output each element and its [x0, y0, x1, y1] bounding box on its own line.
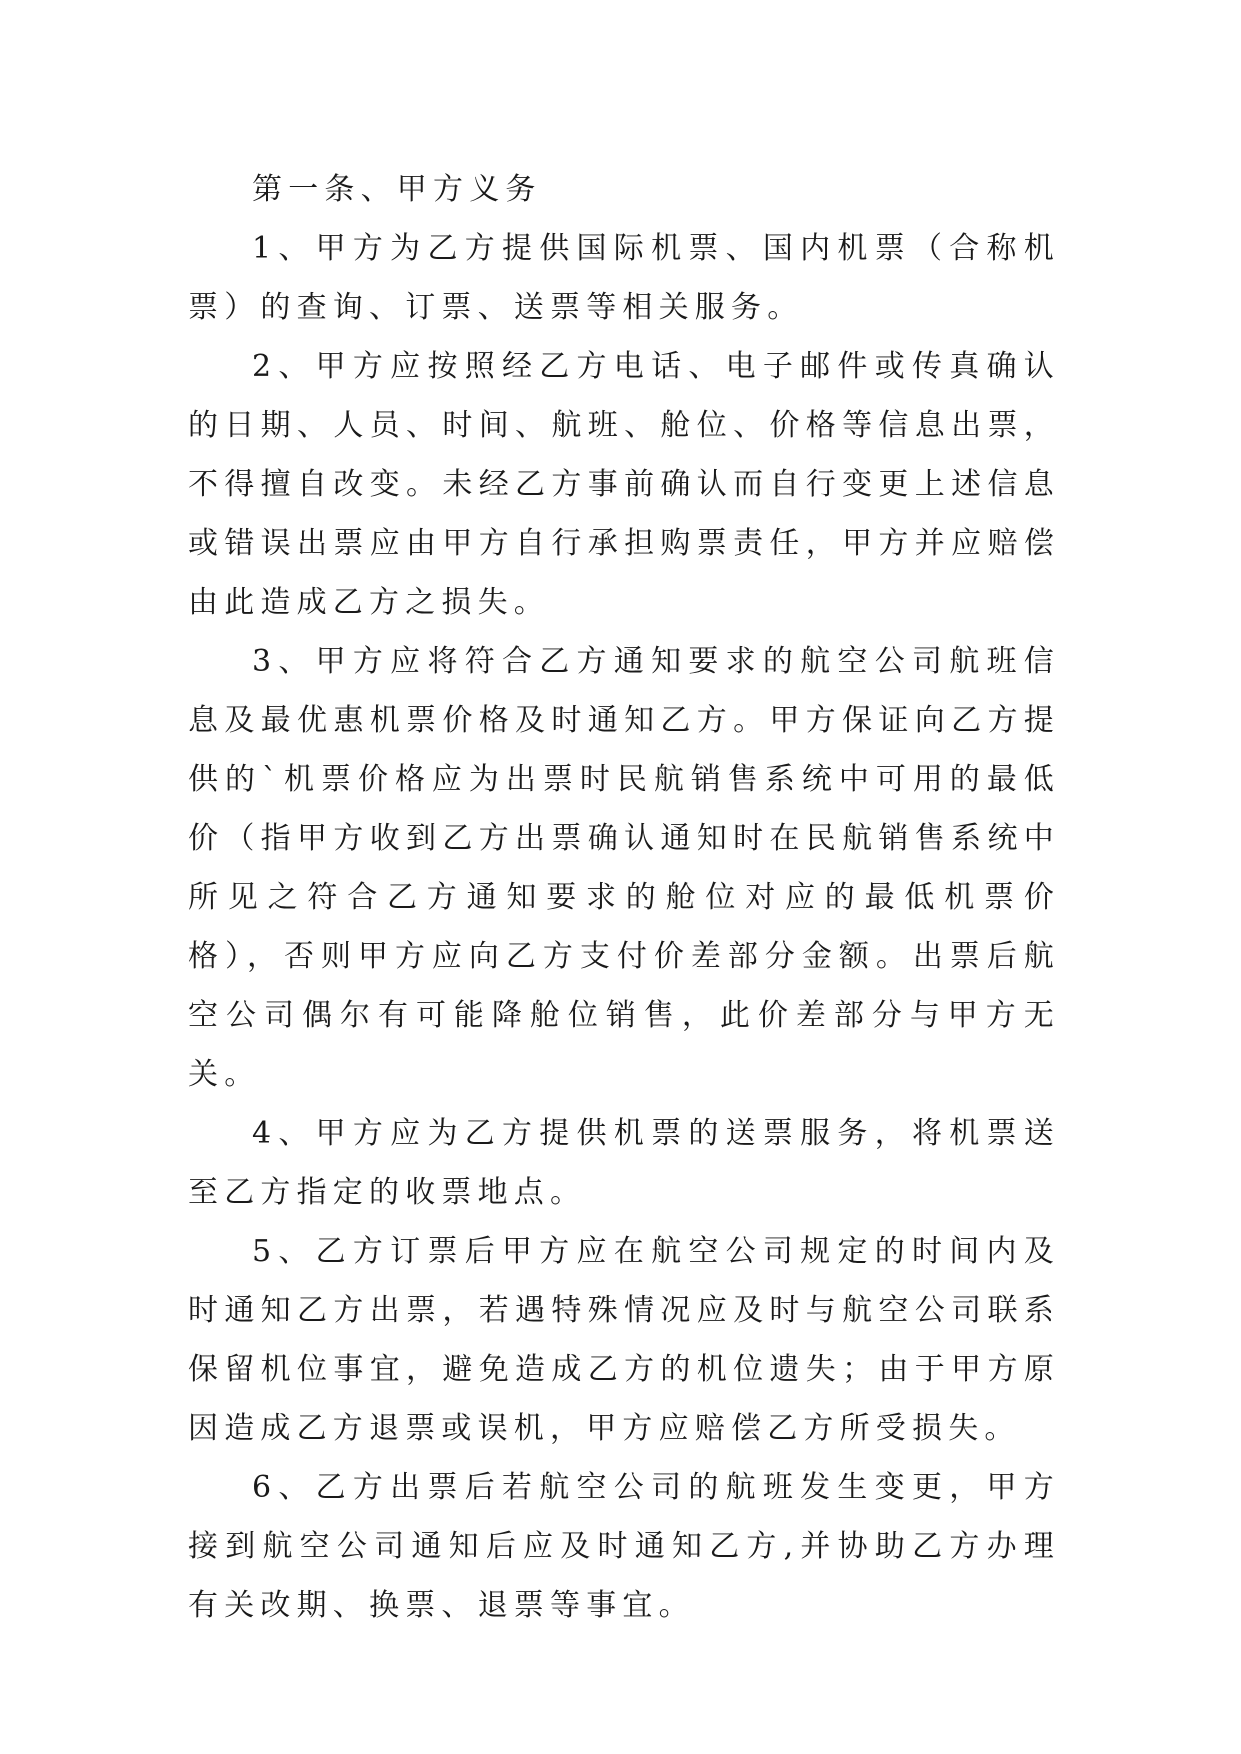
clause-6: 6、乙方出票后若航空公司的航班发生变更，甲方接到航空公司通知后应及时通知乙方,并协助乙方办理有关改期、换票、退票等事宜。 [188, 1470, 1060, 1623]
clause-2: 2、甲方应按照经乙方电话、电子邮件或传真确认的日期、人员、时间、航班、舱位、价格等信息出票，不得擅自改变。未经乙方事前确认而自行变更上述信息或错误出票应由甲方自行承担购票责任，甲方并应赔偿由此造成乙方之损失。 [188, 349, 1060, 620]
section-heading: 第一条、甲方义务 [252, 172, 542, 207]
clause-4: 4、甲方应为乙方提供机票的送票服务，将机票送至乙方指定的收票地点。 [188, 1116, 1060, 1210]
clause-1: 1、甲方为乙方提供国际机票、国内机票（合称机票）的查询、订票、送票等相关服务。 [188, 231, 1060, 325]
document-body [188, 160, 1060, 1635]
clause-5: 5、乙方订票后甲方应在航空公司规定的时间内及时通知乙方出票，若遇特殊情况应及时与航空公司联系保留机位事宜，避免造成乙方的机位遗失；由于甲方原因造成乙方退票或误机，甲方应赔偿乙方所受损失。 [188, 1234, 1060, 1446]
clause-3: 3、甲方应将符合乙方通知要求的航空公司航班信息及最优惠机票价格及时通知乙方。甲方保证向乙方提供的`机票价格应为出票时民航销售系统中可用的最低价（指甲方收到乙方出票确认通知时在民航销售系统中所见之符合乙方通知要求的舱位对应的最低机票价格），否则甲方应向乙方支付价差部分金额。出票后航空公司偶尔有可能降舱位销售，此价差部分与甲方无关。 [188, 644, 1060, 1092]
